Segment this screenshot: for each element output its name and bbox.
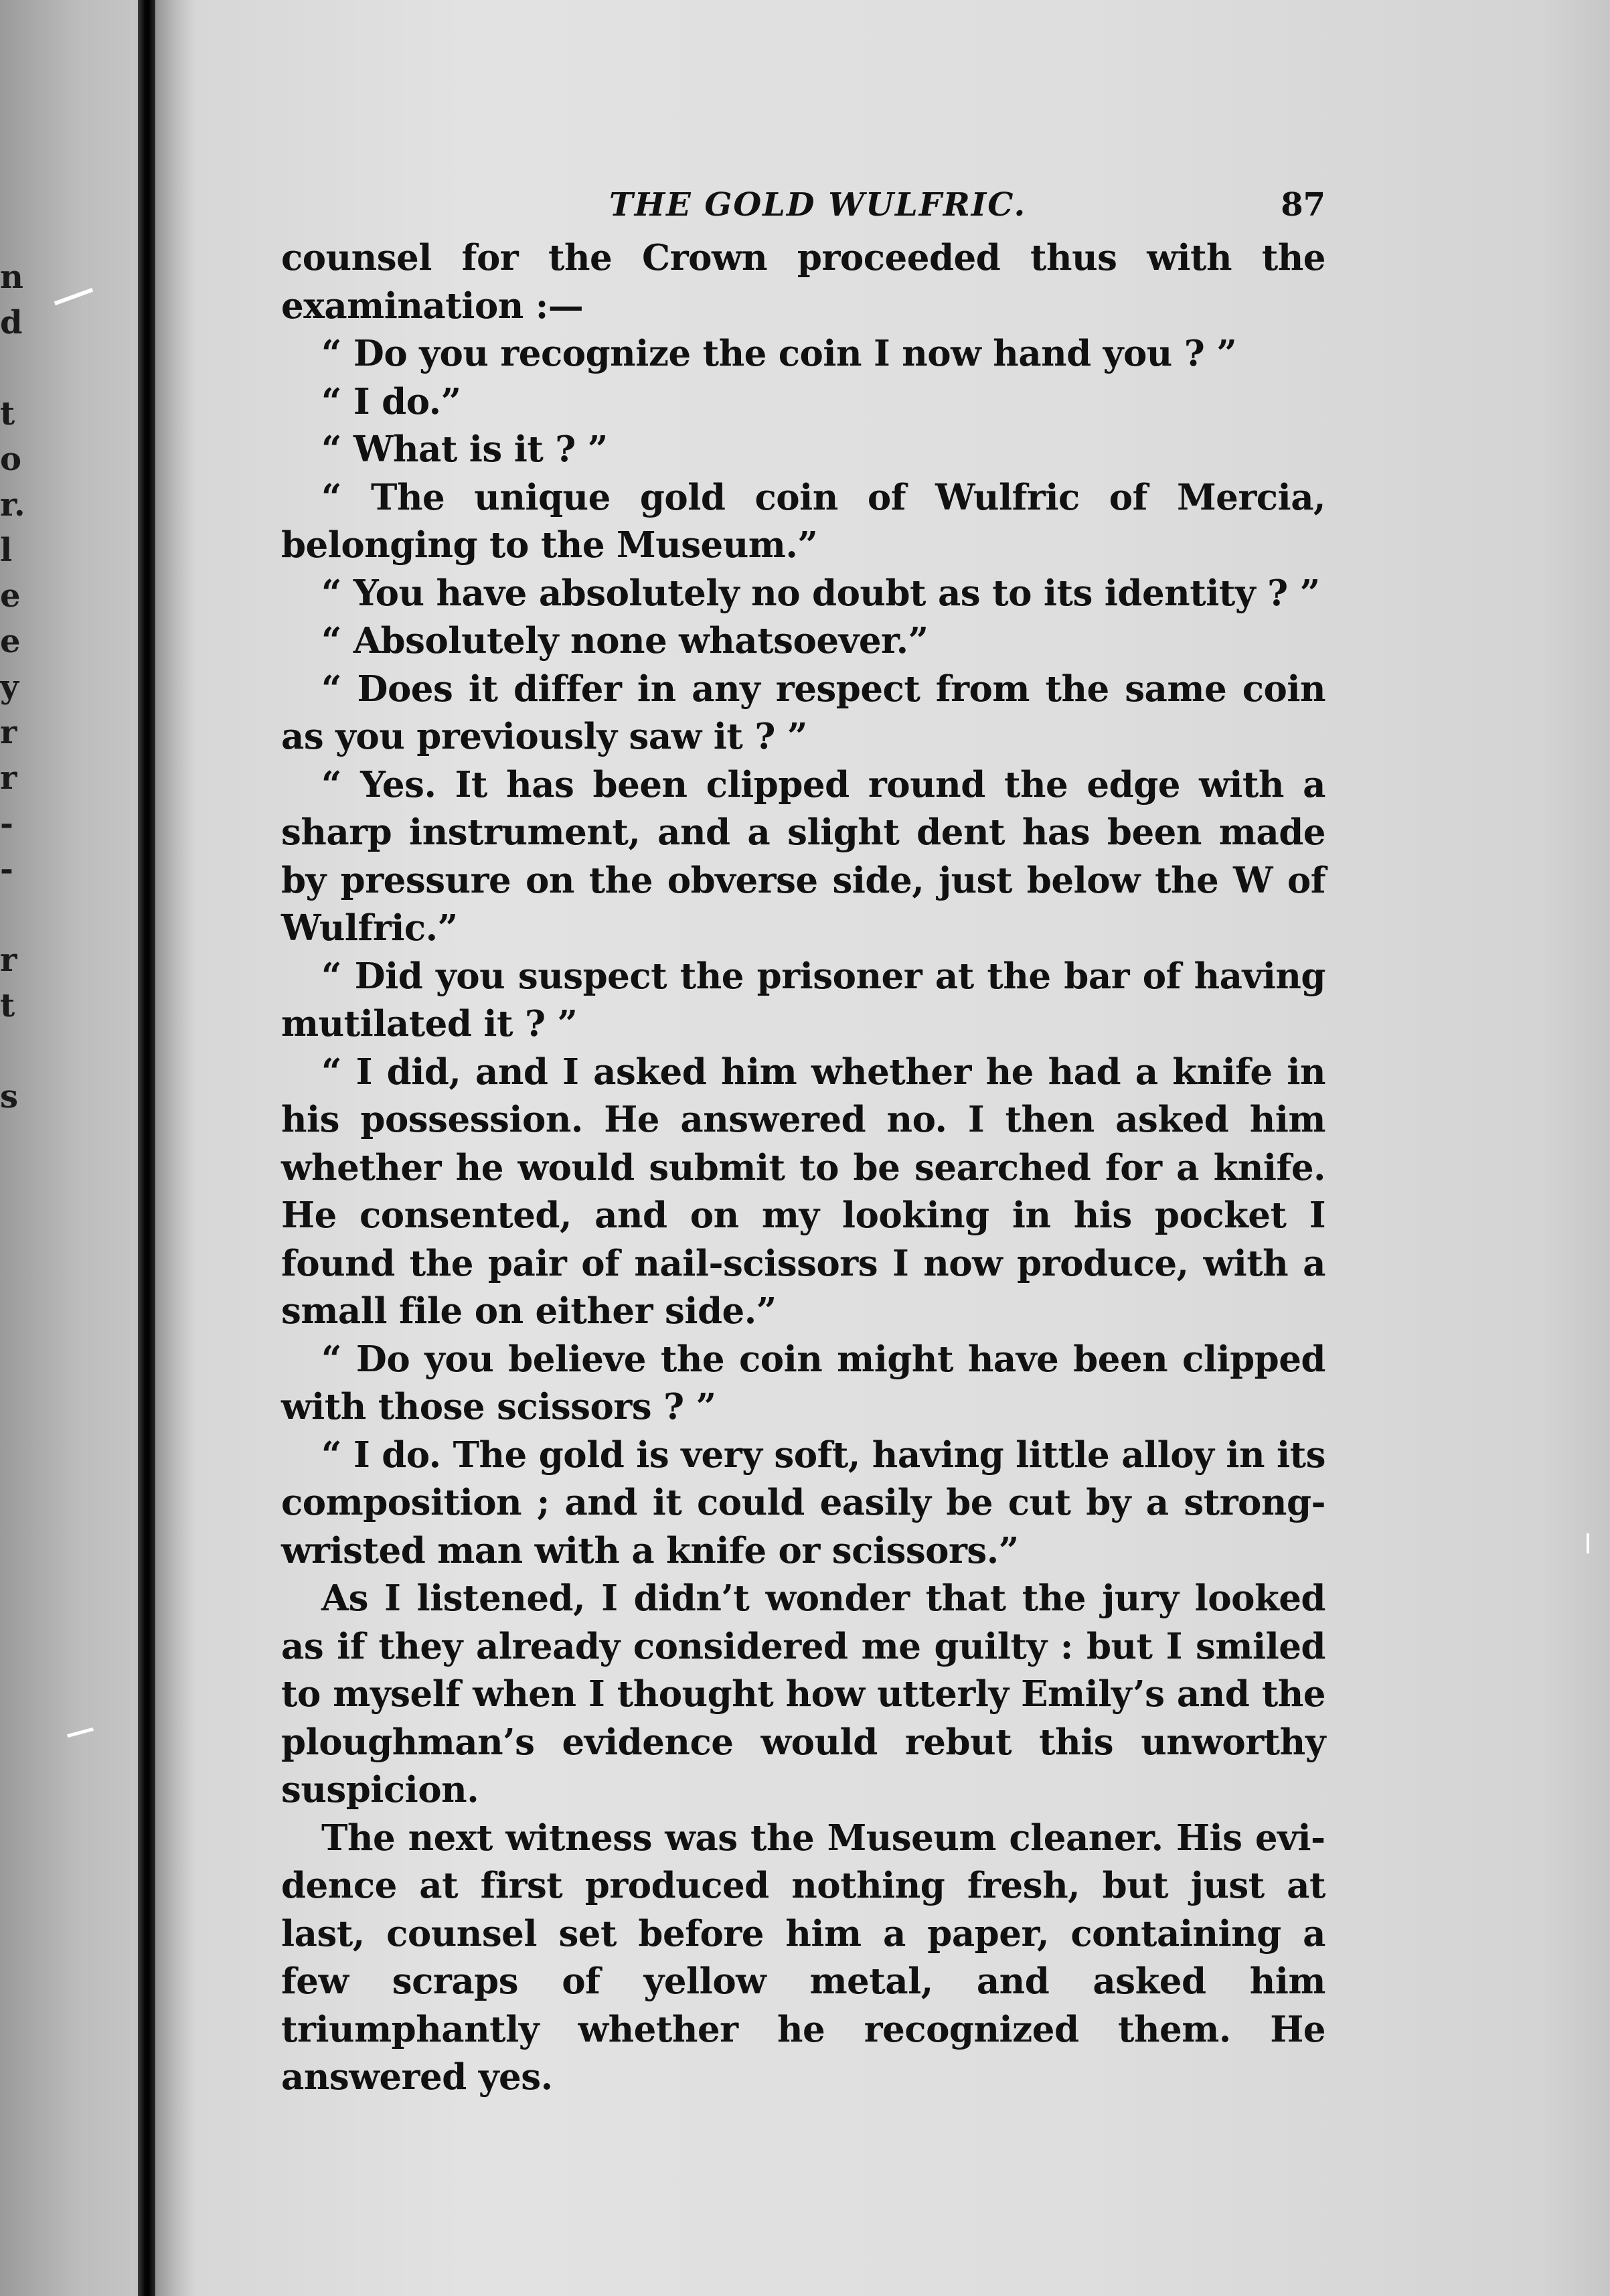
- prev-page-fragment: -: [0, 805, 13, 842]
- scan-speck: [67, 1728, 94, 1738]
- paragraph: “ The unique gold coin of Wulfric of Mercia, belonging to the Museum.”: [281, 476, 1325, 566]
- page-body: [281, 234, 1325, 2102]
- paragraph: “ What is it ? ”: [321, 429, 608, 470]
- prev-page-fragment: t: [0, 395, 15, 433]
- scan-speck: [54, 288, 93, 305]
- paragraph: “ Does it differ in any respect from the same coin as you previously saw it ? ”: [281, 668, 1325, 757]
- prev-page-fragment: t: [0, 987, 15, 1024]
- paragraph: “ Do you recognize the coin I now hand you ? ”: [321, 333, 1237, 374]
- prev-page-fragment: [0, 346, 27, 391]
- prev-page-fragment: -: [0, 850, 13, 888]
- page-header: [281, 174, 1325, 234]
- prev-page-fragment: s: [0, 1078, 19, 1116]
- book-spine-shadow: [138, 0, 155, 2296]
- prev-page-fragment: [0, 1028, 27, 1074]
- prev-page-fragment: e: [0, 577, 21, 615]
- paragraph: The next witness was the Museum cleaner. His evidence at first produced nothing fresh, but just at last, counsel set before him a paper, containing a few scraps of yellow metal, and asked him triumphantly whether he recognized them. He answered yes.: [281, 1817, 1325, 2098]
- scan-speck: [1587, 1533, 1589, 1553]
- prev-page-fragment: e: [0, 623, 21, 660]
- prev-page-fragment: r.: [0, 486, 25, 524]
- running-title: THE GOLD WULFRIC.: [609, 186, 1027, 224]
- paragraph: “ I do.”: [321, 380, 461, 423]
- paragraph: “ I did, and I asked him whether he had a knife in his possession. He answered no. I then asked him whether he would submit to be searched for a knife. He consented, and on my looking in his pocket I found the pair of nail-scissors I now produce, with a small file on either side.”: [281, 1051, 1325, 1332]
- paragraph: “ Absolutely none whatsoever.”: [321, 620, 929, 662]
- paragraph: “ I do. The gold is very soft, having little alloy in its composition ; and it could easily be cut by a strong-wristed man with a knife or scissors.”: [281, 1434, 1325, 1572]
- paragraph: “ Yes. It has been clipped round the edge with a sharp instrument, and a slight dent has been made by pressure on the obverse side, just below the W of Wulfric.”: [281, 763, 1325, 949]
- paragraph: “ You have absolutely no doubt as to its identity ? ”: [321, 572, 1320, 614]
- book-page: [281, 174, 1325, 2102]
- prev-page-fragment: [0, 892, 27, 937]
- paragraph: “ Do you believe the coin might have been clipped with those scissors ? ”: [281, 1338, 1325, 1428]
- prev-page-fragment: y: [0, 668, 19, 706]
- prev-page-fragment: l: [0, 532, 13, 569]
- paragraph: As I listened, I didn’t wonder that the jury looked as if they already considered me guilty : but I smiled to myself when I thought how utterly Emily’s and the ploughman’s evidence would rebut this unworthy suspicion.: [281, 1578, 1325, 1811]
- prev-page-fragment: r: [0, 759, 17, 797]
- prev-page-fragment: n: [0, 258, 23, 296]
- paragraph: counsel for the Crown proceeded thus with the examination :—: [281, 237, 1325, 327]
- paragraph: “ Did you suspect the prisoner at the bar of having mutilated it ? ”: [281, 955, 1325, 1045]
- prev-page-fragment: r: [0, 941, 17, 979]
- prev-page-fragment: o: [0, 441, 22, 478]
- previous-page-edge: [0, 254, 27, 1120]
- gutter-shadow: [155, 0, 195, 2296]
- prev-page-fragment: d: [0, 304, 23, 341]
- prev-page-fragment: r: [0, 714, 17, 751]
- page-number: 87: [1281, 186, 1325, 224]
